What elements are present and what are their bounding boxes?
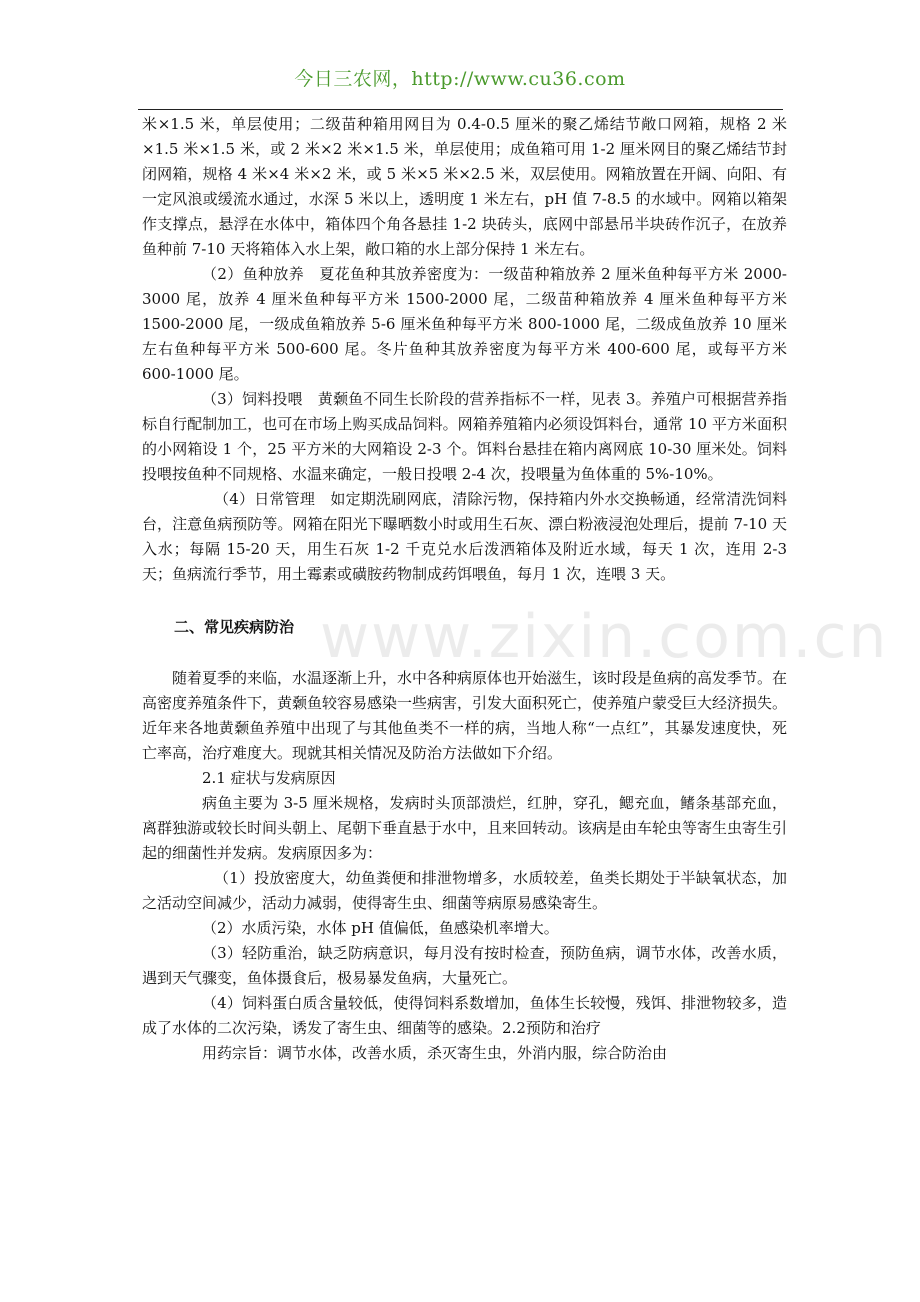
paragraph: （3）轻防重治，缺乏防病意识，每月没有按时检查，预防鱼病，调节水体，改善水质，遇到天气骤变，鱼体摄食后，极易暴发鱼病，大量死亡。 (142, 944, 787, 987)
paragraph: 病鱼主要为 3-5 厘米规格，发病时头顶部溃烂，红肿，穿孔，鳃充血，鳍条基部充血，离群独游或较长时间头朝上、尾朝下垂直悬于水中，且来回转动。该病是由车轮虫等寄生虫寄生引起的细菌性并发病。发病原因多为： (142, 794, 788, 862)
paragraph: （4）日常管理 如定期洗刷网底，清除污物，保持箱内外水交换畅通，经常清洗饲料台，注意鱼病预防等。网箱在阳光下曝晒数小时或用生石灰、漂白粉液浸泡处理后，提前 7-10 天入水；每隔 15-20 天，用生石灰 1-2 千克兑水后泼洒箱体及附近水域，每天 1 次，连用 2-3 天；鱼病流行季节，用土霉素或磺胺药物制成药饵喂鱼，每月 1 次，连喂 3 天。 (142, 490, 787, 583)
site-header: 今日三农网，http://www.cu36.com (294, 68, 626, 90)
header-rule (138, 109, 783, 110)
document-body (142, 112, 787, 1066)
paragraph: （2）鱼种放养 夏花鱼种其放养密度为：一级苗种箱放养 2 厘米鱼种每平方米 2000-3000 尾，放养 4 厘米鱼种每平方米 1500-2000 尾，二级苗种箱放养 4 厘米鱼种每平方米 1500-2000 尾，一级成鱼箱放养 5-6 厘米鱼种每平方米 800-1000 尾，二级成鱼放养 10 厘米左右鱼种每平方米 500-600 尾。冬片鱼种其放养密度为每平方米 400-600 尾，或每平方米 600-1000 尾。 (142, 265, 787, 383)
paragraph: 用药宗旨：调节水体，改善水质，杀灭寄生虫，外消内服，综合防治由 (202, 1044, 668, 1062)
paragraph: （1）投放密度大，幼鱼粪便和排泄物增多，水质较差，鱼类长期处于半缺氧状态，加之活动空间减少，活动力减弱，使得寄生虫、细菌等病原易感染寄生。 (142, 869, 787, 912)
paragraph: （4）饲料蛋白质含量较低，使得饲料系数增加，鱼体生长较慢，残饵、排泄物较多，造成了水体的二次污染，诱发了寄生虫、细菌等的感染。2.2预防和治疗 (142, 994, 787, 1037)
watermark: www.zixin.com.cn (320, 602, 889, 672)
section-heading: 二、常见疾病防治 (174, 618, 295, 636)
paragraph: 米×1.5 米，单层使用；二级苗种箱用网目为 0.4-0.5 厘米的聚乙烯结节敞口网箱，规格 2 米×1.5 米×1.5 米，或 2 米×2 米×1.5 米，单层使用；成鱼箱可用 1-2 厘米网目的聚乙烯结节封闭网箱，规格 4 米×4 米×2 米，或 5 米×5 米×2.5 米，双层使用。网箱放置在开阔、向阳、有一定风浪或缓流水通过，水深 5 米以上，透明度 1 米左右，pH 值 7-8.5 的水域中。网箱以箱架作支撑点，悬浮在水体中，箱体四个角各悬挂 1-2 块砖头，底网中部悬吊半块砖作沉子，在放养鱼种前 7-10 天将箱体入水上架，敞口箱的水上部分保持 1 米左右。 (142, 115, 787, 258)
paragraph: （2）水质污染，水体 pH 值偏低，鱼感染机率增大。 (202, 919, 559, 937)
paragraph: （3）饲料投喂 黄颡鱼不同生长阶段的营养指标不一样，见表 3。养殖户可根据营养指标自行配制加工，也可在市场上购买成品饲料。网箱养殖箱内必须设饵料台，通常 10 平方米面积的小网箱设 1 个，25 平方米的大网箱设 2-3 个。饵料台悬挂在箱内离网底 10-30 厘米处。饲料投喂按鱼种不同规格、水温来确定，一般日投喂 2-4 次，投喂量为鱼体重的 5%-10%。 (142, 390, 787, 483)
subsection-heading: 2.1 症状与发病原因 (202, 769, 336, 787)
paragraph: 随着夏季的来临，水温逐渐上升，水中各种病原体也开始滋生，该时段是鱼病的高发季节。在高密度养殖条件下，黄颡鱼较容易感染一些病害，引发大面积死亡，使养殖户蒙受巨大经济损失。近年来各地黄颡鱼养殖中出现了与其他鱼类不一样的病，当地人称“一点红”，其暴发速度快，死亡率高，治疗难度大。现就其相关情况及防治方法做如下介绍。 (142, 669, 788, 762)
